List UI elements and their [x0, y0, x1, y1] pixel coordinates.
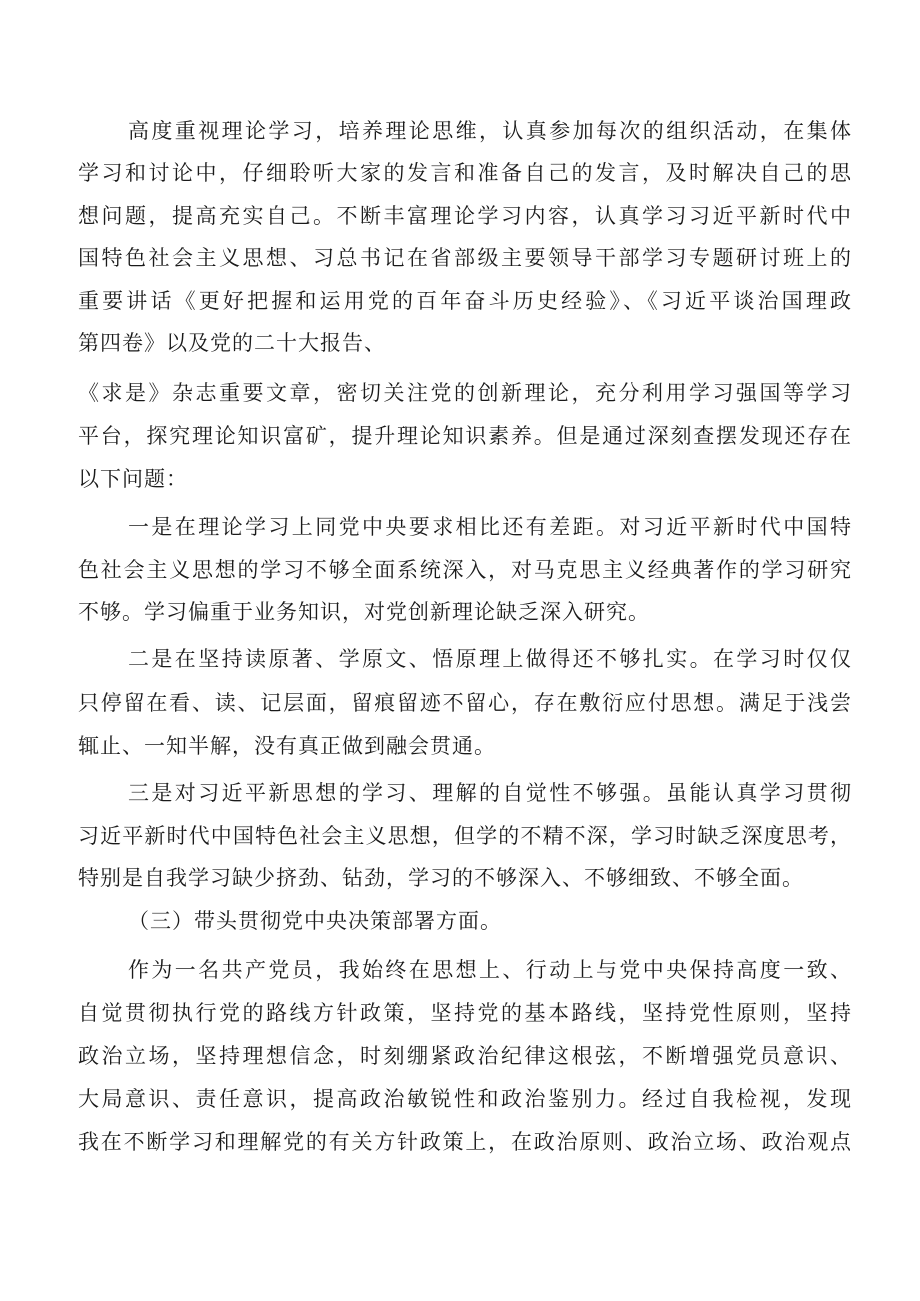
paragraph-line: 政治立场，坚持理想信念，时刻绷紧政治纪律这根弦，不断增强党员意识、 — [78, 1044, 852, 1068]
paragraph-line: 作为一名共产党员，我始终在思想上、行动上与党中央保持高度一致、 — [128, 958, 852, 982]
paragraph-line: 第四卷》以及党的二十大报告、 — [78, 331, 386, 355]
paragraph-line: 特别是自我学习缺少挤劲、钻劲，学习的不够深入、不够细致、不够全面。 — [78, 866, 804, 890]
paragraph-line: 《求是》杂志重要文章，密切关注党的创新理论，充分利用学习强国等学习 — [78, 381, 852, 405]
paragraph-line: 只停留在看、读、记层面，留痕留迹不留心，存在敷衍应付思想。满足于浅尝 — [78, 691, 852, 715]
paragraph-line: 平台，探究理论知识富矿，提升理论知识素养。但是通过深刻查摆发现还存在 — [78, 424, 852, 448]
paragraph-line: 想问题，提高充实自己。不断丰富理论学习内容，认真学习习近平新时代中 — [78, 204, 852, 228]
paragraph-line: 高度重视理论学习，培养理论思维，认真参加每次的组织活动，在集体 — [128, 119, 852, 143]
paragraph-line: 二是在坚持读原著、学原文、悟原理上做得还不够扎实。在学习时仅仅 — [128, 647, 852, 671]
section-heading: （三）带头贯彻党中央决策部署方面。 — [128, 909, 502, 933]
paragraph-line: 习近平新时代中国特色社会主义思想，但学的不精不深，学习时缺乏深度思考， — [78, 824, 852, 848]
paragraph-line: 一是在理论学习上同党中央要求相比还有差距。对习近平新时代中国特 — [128, 515, 852, 539]
paragraph-line: 重要讲话《更好把握和运用党的百年奋斗历史经验》、《习近平谈治国理政 — [78, 289, 852, 313]
paragraph-line: 不够。学习偏重于业务知识，对党创新理论缺乏深入研究。 — [78, 600, 650, 624]
paragraph-line: 三是对习近平新思想的学习、理解的自觉性不够强。虽能认真学习贯彻 — [128, 781, 852, 805]
paragraph-line: 以下问题： — [78, 467, 188, 491]
paragraph-line: 色社会主义思想的学习不够全面系统深入，对马克思主义经典著作的学习研究 — [78, 558, 852, 582]
paragraph-line: 我在不断学习和理解党的有关方针政策上，在政治原则、政治立场、政治观点 — [78, 1130, 852, 1154]
paragraph-line: 辄止、一知半解，没有真正做到融会贯通。 — [78, 734, 496, 758]
paragraph-line: 国特色社会主义思想、习总书记在省部级主要领导干部学习专题研讨班上的 — [78, 246, 852, 270]
paragraph-line: 大局意识、责任意识，提高政治敏锐性和政治鉴别力。经过自我检视，发现 — [78, 1087, 852, 1111]
paragraph-line: 学习和讨论中，仔细聆听大家的发言和准备自己的发言，及时解决自己的思 — [78, 161, 852, 185]
paragraph-line: 自觉贯彻执行党的路线方针政策，坚持党的基本路线，坚持党性原则，坚持 — [78, 1001, 852, 1025]
